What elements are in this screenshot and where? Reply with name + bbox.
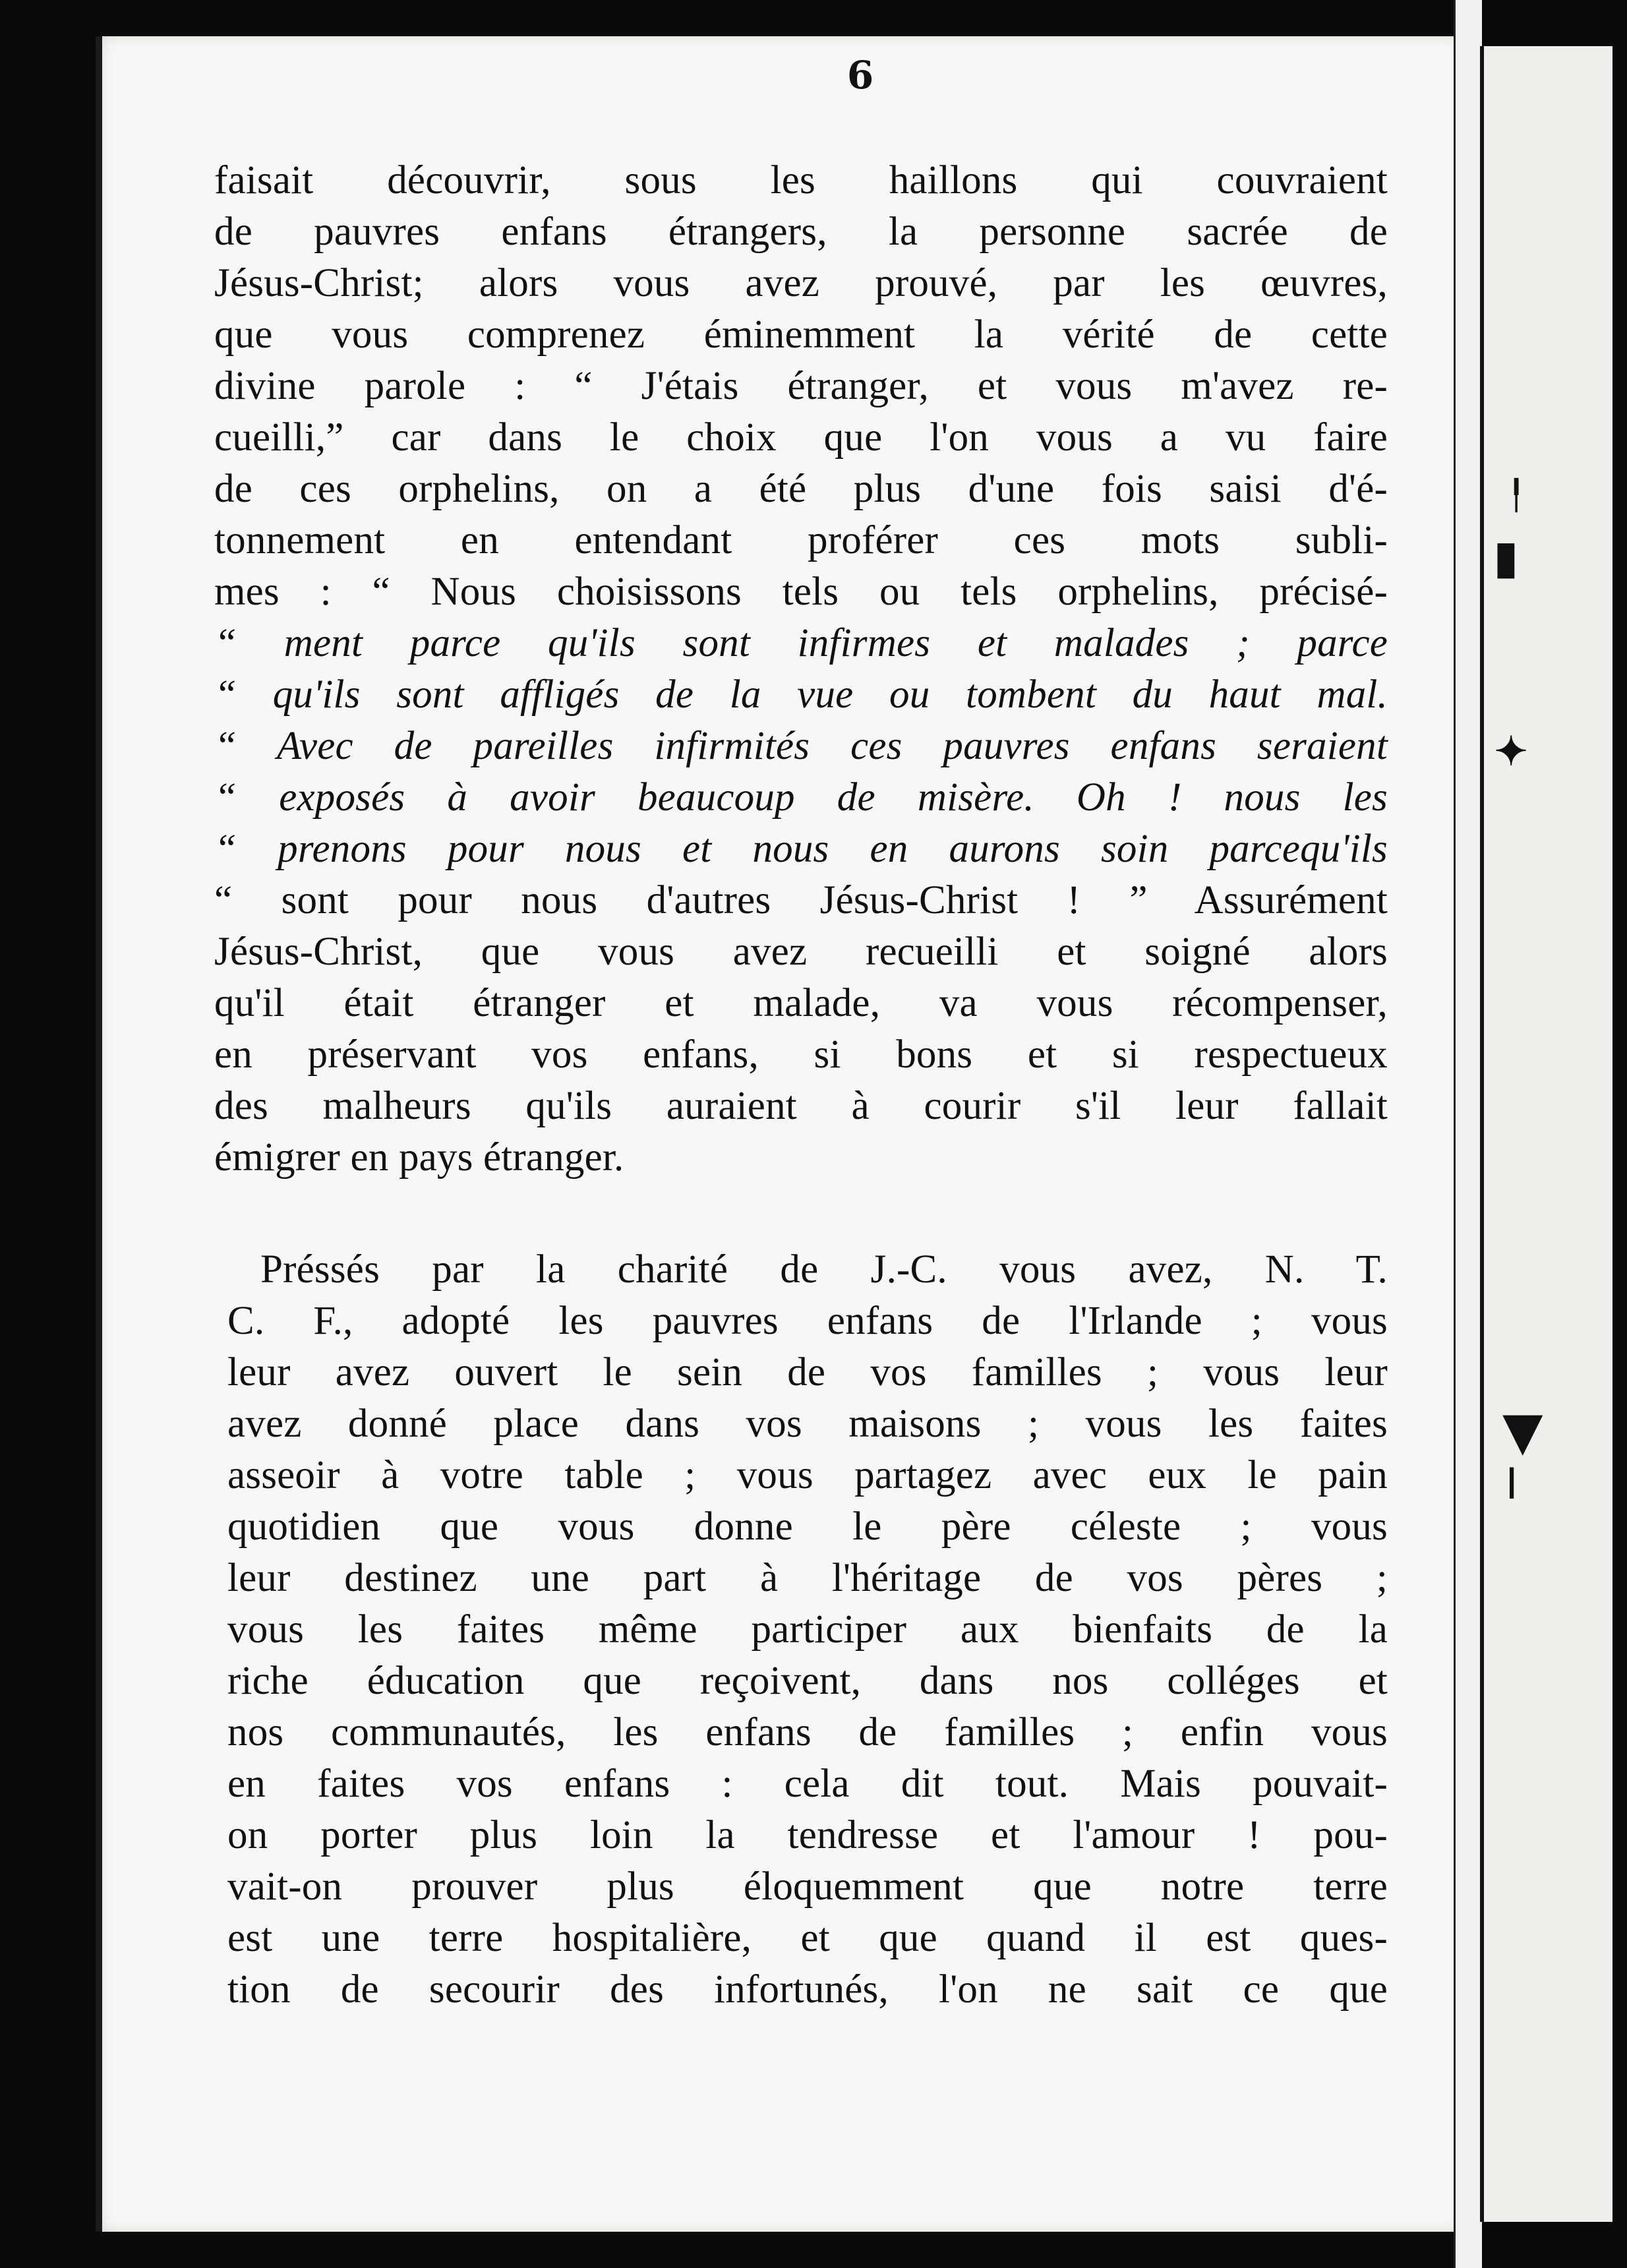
text-line: vous les faites même participer aux bienfaits de la <box>227 1607 1388 1652</box>
binding-mark: ┃ <box>1504 1468 1520 1499</box>
text-line: faisait découvrir, sous les haillons qui couvraient <box>214 158 1388 202</box>
text-line: nos communautés, les enfans de familles ; enfin vous <box>227 1710 1388 1754</box>
binding-mark: ╿ <box>1508 479 1525 512</box>
text-line: “ sont pour nous d'autres Jésus-Christ ! ” Assurément <box>214 878 1388 922</box>
text-line: quotidien que vous donne le père céleste ; vous <box>227 1505 1388 1549</box>
text-line: de pauvres enfans étrangers, la personne sacrée de <box>214 210 1388 254</box>
quoted-line: “ exposés à avoir beaucoup de misère. Oh ! nous les <box>214 775 1388 820</box>
book-page <box>96 36 1460 2232</box>
page-fold-edge <box>1454 0 1482 2268</box>
text-line: C. F., adopté les pauvres enfans de l'Irlande ; vous <box>227 1299 1388 1343</box>
adjacent-page-strip <box>1480 46 1612 2222</box>
text-line: riche éducation que reçoivent, dans nos colléges et <box>227 1659 1388 1703</box>
binding-mark: ▼ <box>1502 1400 1543 1462</box>
text-line: émigrer en pays étranger. <box>214 1135 624 1179</box>
text-line: avez donné place dans vos maisons ; vous les faites <box>227 1402 1388 1446</box>
page-number: 6 <box>846 53 874 98</box>
paragraph-2 <box>214 1244 1388 2015</box>
text-line: Jésus-Christ, que vous avez recueilli et soigné alors <box>214 930 1388 974</box>
text-line: on porter plus loin la tendresse et l'amour ! pou- <box>227 1813 1388 1857</box>
quoted-line: “ qu'ils sont affligés de la vue ou tombent du haut mal. <box>214 672 1388 717</box>
text-line: en faites vos enfans : cela dit tout. Mais pouvait- <box>227 1762 1388 1806</box>
text-line: est une terre hospitalière, et que quand il est ques- <box>227 1916 1388 1960</box>
text-line: mes : “ Nous choisissons tels ou tels orphelins, précisé- <box>214 570 1388 614</box>
text-line: que vous comprenez éminemment la vérité de cette <box>214 313 1388 357</box>
text-line: de ces orphelins, on a été plus d'une fois saisi d'é- <box>214 467 1388 511</box>
text-line: cueilli,” car dans le choix que l'on vous a vu faire <box>214 415 1388 460</box>
text-line: asseoir à votre table ; vous partagez avec eux le pain <box>227 1453 1388 1497</box>
binding-mark: ▮ <box>1493 529 1519 584</box>
quoted-line: “ Avec de pareilles infirmités ces pauvres enfans seraient <box>214 724 1388 768</box>
text-line: Préssés par la charité de J.-C. vous avez, N. T. <box>260 1247 1388 1292</box>
text-line: en préservant vos enfans, si bons et si respectueux <box>214 1032 1388 1077</box>
binding-mark: ✦ <box>1494 729 1528 775</box>
text-line: divine parole : “ J'étais étranger, et vous m'avez re- <box>214 364 1388 408</box>
text-line: tonnement en entendant proférer ces mots subli- <box>214 518 1388 562</box>
text-line: leur destinez une part à l'héritage de vos pères ; <box>227 1556 1388 1600</box>
text-line: tion de secourir des infortunés, l'on ne sait ce que <box>227 1967 1388 2012</box>
text-line: qu'il était étranger et malade, va vous récompenser, <box>214 981 1388 1025</box>
text-line: vait-on prouver plus éloquemment que notre terre <box>227 1865 1388 1909</box>
paragraph-1 <box>214 155 1388 1183</box>
quoted-line: “ ment parce qu'ils sont infirmes et malades ; parce <box>214 621 1388 665</box>
text-line: des malheurs qu'ils auraient à courir s'il leur fallait <box>214 1084 1388 1128</box>
text-line: leur avez ouvert le sein de vos familles ; vous leur <box>227 1350 1388 1394</box>
body-text <box>214 155 1388 2015</box>
quoted-line: “ prenons pour nous et nous en aurons soin parcequ'ils <box>214 827 1388 871</box>
text-line: Jésus-Christ; alors vous avez prouvé, par les œuvres, <box>214 261 1388 305</box>
